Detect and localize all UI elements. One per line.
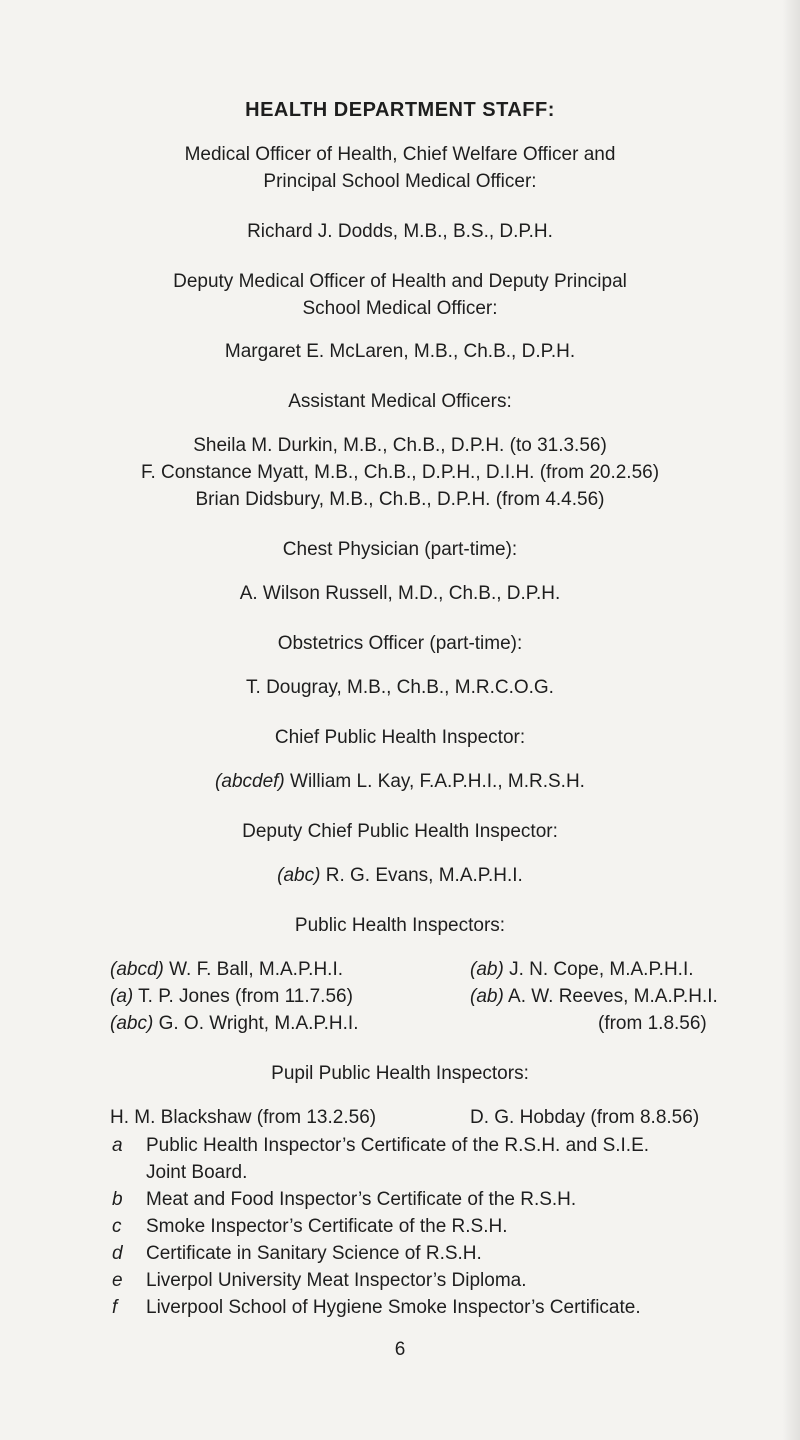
- qualification-code: (a): [110, 986, 134, 1007]
- moh-heading-line2: Principal School Medical Officer:: [263, 171, 537, 192]
- deputy-moh-heading-line1: Deputy Medical Officer of Health and Deputy Principal: [173, 271, 627, 292]
- deputy-phi-line: [0, 862, 800, 889]
- footnote-text: Certificate in Sanitary Science of R.S.H.: [146, 1243, 482, 1264]
- pupil-phi-right: D. G. Hobday (from 8.8.56): [470, 1107, 700, 1128]
- chest-heading: Chest Physician (part-time):: [282, 539, 518, 560]
- deputy-phi-name: R. G. Evans, M.A.P.H.I.: [325, 865, 523, 886]
- footnote-text: Liverpol University Meat Inspector’s Diploma.: [146, 1270, 527, 1291]
- qualification-code: (abcdef): [215, 771, 285, 792]
- phi-left-3: [110, 1010, 358, 1037]
- phi-name: J. N. Cope, M.A.P.H.I.: [509, 959, 694, 980]
- phi-right-3: [598, 1010, 707, 1037]
- obstetrics-name: T. Dougray, M.B., Ch.B., M.R.C.O.G.: [246, 677, 554, 698]
- qualification-code: (abcd): [110, 959, 164, 980]
- qualification-code: (ab): [470, 959, 504, 980]
- phi-right-2: [470, 983, 718, 1010]
- footnote-key: a: [112, 1135, 123, 1156]
- chief-phi-line: [0, 768, 800, 795]
- footnote-text-continued: Joint Board.: [146, 1162, 248, 1183]
- assistant-name-1: Sheila M. Durkin, M.B., Ch.B., D.P.H. (to 31.3.56): [193, 435, 607, 456]
- footnote-text: Liverpool School of Hygiene Smoke Inspector’s Certificate.: [146, 1297, 641, 1318]
- footnote-key: d: [112, 1243, 123, 1264]
- page-title: HEALTH DEPARTMENT STAFF:: [245, 99, 555, 121]
- moh-heading-line1: Medical Officer of Health, Chief Welfare Officer and: [184, 144, 616, 165]
- footnote-text: Smoke Inspector’s Certificate of the R.S.H.: [146, 1216, 508, 1237]
- chest-name: A. Wilson Russell, M.D., Ch.B., D.P.H.: [239, 583, 561, 604]
- deputy-moh-heading-line2: School Medical Officer:: [302, 298, 498, 319]
- qualification-code: (abc): [110, 1013, 154, 1034]
- moh-name: Richard J. Dodds, M.B., B.S., D.P.H.: [247, 221, 553, 242]
- phi-name: A. W. Reeves, M.A.P.H.I.: [508, 986, 718, 1007]
- assistant-name-3: Brian Didsbury, M.B., Ch.B., D.P.H. (from 4.4.56): [195, 489, 605, 510]
- phi-right-1: [470, 956, 694, 983]
- phi-name: T. P. Jones (from 11.7.56): [138, 986, 353, 1007]
- footnote-text: Meat and Food Inspector’s Certificate of the R.S.H.: [146, 1189, 577, 1210]
- pupil-phi-left: H. M. Blackshaw (from 13.2.56): [110, 1107, 377, 1128]
- qualification-code: (abc): [277, 865, 321, 886]
- footnote-text: Public Health Inspector’s Certificate of the R.S.H. and S.I.E.: [146, 1135, 650, 1156]
- assistant-name-2: F. Constance Myatt, M.B., Ch.B., D.P.H., D.I.H. (from 20.2.56): [140, 462, 660, 483]
- phi-left-1: [110, 956, 343, 983]
- qualification-code: (ab): [470, 986, 504, 1007]
- footnote-key: f: [112, 1297, 118, 1318]
- deputy-moh-name: Margaret E. McLaren, M.B., Ch.B., D.P.H.: [224, 341, 576, 362]
- page-edge-shadow: [782, 0, 800, 1440]
- pupil-phi-heading: Pupil Public Health Inspectors:: [271, 1063, 529, 1084]
- phi-heading: Public Health Inspectors:: [294, 915, 506, 936]
- page-number: 6: [394, 1339, 406, 1360]
- footnote-key: b: [112, 1189, 123, 1210]
- footnote-key: e: [112, 1270, 123, 1291]
- phi-name: W. F. Ball, M.A.P.H.I.: [169, 959, 343, 980]
- chief-phi-name: William L. Kay, F.A.P.H.I., M.R.S.H.: [290, 771, 585, 792]
- assistant-heading: Assistant Medical Officers:: [288, 391, 512, 412]
- obstetrics-heading: Obstetrics Officer (part-time):: [277, 633, 523, 654]
- phi-name: G. O. Wright, M.A.P.H.I.: [158, 1013, 359, 1034]
- deputy-phi-heading: Deputy Chief Public Health Inspector:: [242, 821, 558, 842]
- chief-phi-heading: Chief Public Health Inspector:: [274, 727, 526, 748]
- phi-left-2: [110, 983, 353, 1010]
- phi-name: (from 1.8.56): [598, 1013, 707, 1034]
- footnote-key: c: [112, 1216, 122, 1237]
